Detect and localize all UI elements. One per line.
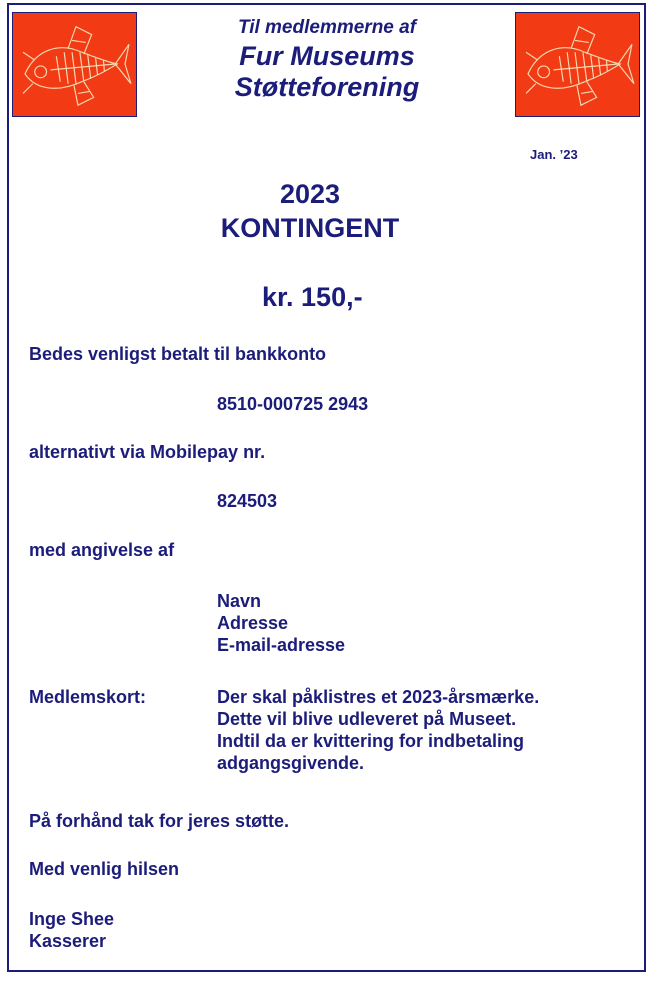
details-item-name: Navn <box>217 591 262 611</box>
mobilepay-label: alternativt via Mobilepay nr. <box>29 442 266 462</box>
letter-date: Jan. ’23 <box>530 147 578 162</box>
details-list <box>217 590 345 656</box>
header-intro: Til medlemmerne af <box>237 17 417 38</box>
signature-name: Inge Shee <box>29 909 115 929</box>
fish-skeleton-icon <box>515 12 640 117</box>
fish-skeleton-drawing <box>13 13 136 116</box>
card-line: Dette vil blive udleveret på Museet. <box>217 709 517 729</box>
signature <box>29 908 114 952</box>
fee-amount: kr. 150,- <box>262 282 363 312</box>
bank-account-number: 8510-000725 2943 <box>217 394 369 414</box>
organization-name-line2: Støtteforening <box>234 72 420 102</box>
details-label: med angivelse af <box>29 540 175 560</box>
greeting-text: Med venlig hilsen <box>29 859 180 879</box>
bank-label: Bedes venligst betalt til bankkonto <box>29 344 327 364</box>
card-line: adgangsgivende. <box>217 753 365 773</box>
organization-name-line1: Fur Museums <box>239 41 415 71</box>
card-line: Indtil da er kvittering for indbetaling <box>217 731 525 751</box>
thanks-text: På forhånd tak for jeres støtte. <box>29 811 290 831</box>
letter-title <box>190 177 430 245</box>
title-heading: KONTINGENT <box>220 213 400 243</box>
signature-role: Kasserer <box>29 931 107 951</box>
fish-skeleton-icon <box>12 12 137 117</box>
mobilepay-number: 824503 <box>217 491 278 511</box>
card-line: Der skal påklistres et 2023-årsmærke. <box>217 687 540 707</box>
details-item-address: Adresse <box>217 613 289 633</box>
details-item-email: E-mail-adresse <box>217 635 346 655</box>
title-year: 2023 <box>279 179 341 209</box>
membership-card-text <box>217 686 539 774</box>
letter-header <box>140 15 514 103</box>
membership-card-label: Medlemskort: <box>29 687 147 707</box>
fish-skeleton-drawing <box>516 13 639 116</box>
